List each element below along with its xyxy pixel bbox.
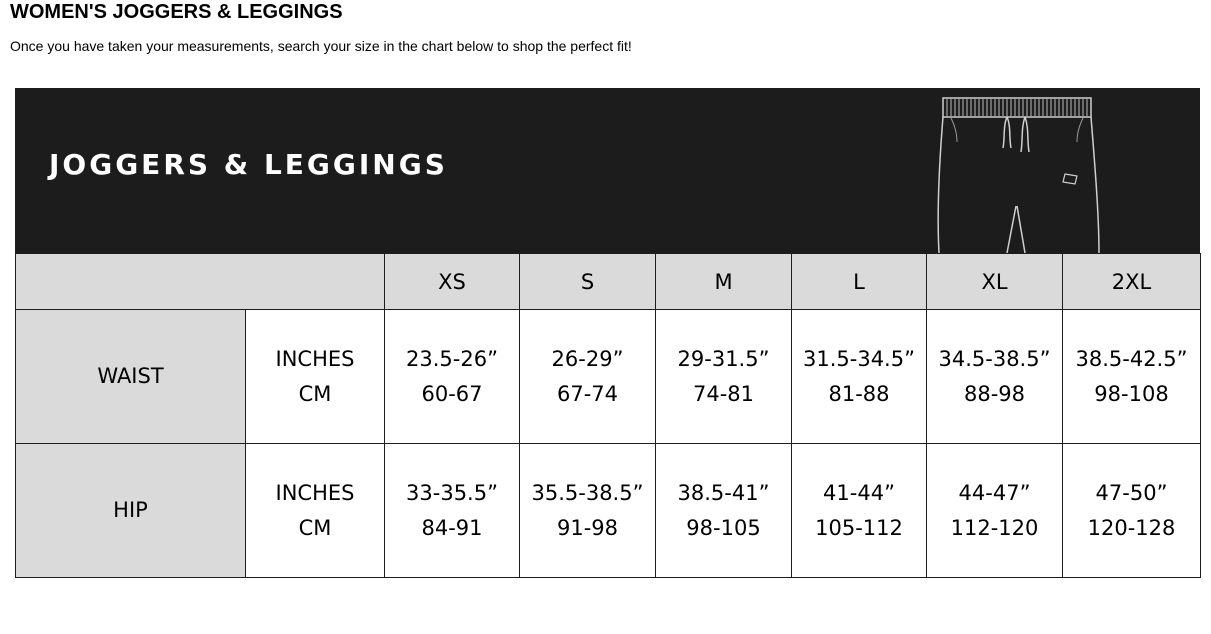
inches-value: 29-31.5”: [677, 346, 770, 371]
page-title: WOMEN'S JOGGERS & LEGGINGS: [10, 1, 343, 23]
waist-l-cell: [792, 310, 927, 444]
unit-inches-label: INCHES: [275, 346, 355, 371]
size-header-row: [16, 254, 1201, 310]
joggers-pants-icon: [933, 96, 1113, 253]
size-header-s: S: [520, 254, 656, 310]
size-header-xl: XL: [927, 254, 1063, 310]
inches-value: 47-50”: [1095, 480, 1168, 505]
cm-value: 98-108: [1094, 381, 1169, 406]
cm-value: 84-91: [421, 515, 483, 540]
inches-value: 26-29”: [551, 346, 624, 371]
cm-value: 60-67: [421, 381, 483, 406]
cm-value: 88-98: [963, 381, 1026, 406]
size-header-m: M: [656, 254, 792, 310]
hip-xl-cell: [927, 444, 1063, 578]
header-blank-cell: [16, 254, 385, 310]
hip-s-cell: [520, 444, 656, 578]
inches-value: 31.5-34.5”: [803, 346, 915, 371]
inches-value: 23.5-26”: [406, 346, 498, 371]
hip-l-cell: [792, 444, 927, 578]
unit-cm-label: CM: [298, 515, 332, 540]
cm-value: 74-81: [692, 381, 755, 406]
waist-label: WAIST: [16, 310, 246, 444]
inches-value: 35.5-38.5”: [531, 480, 644, 505]
inches-value: 33-35.5”: [406, 480, 498, 505]
cm-value: 112-120: [950, 515, 1039, 540]
waist-units: [246, 310, 385, 444]
banner-title: JOGGERS & LEGGINGS: [49, 148, 448, 181]
waist-row: [16, 310, 1201, 444]
size-header-xs: XS: [385, 254, 520, 310]
size-chart: [15, 88, 1200, 579]
hip-2xl-cell: [1063, 444, 1201, 578]
size-table: [15, 253, 1201, 578]
hip-m-cell: [656, 444, 792, 578]
cm-value: 120-128: [1087, 515, 1176, 540]
inches-value: 34.5-38.5”: [938, 346, 1051, 371]
cm-value: 81-88: [828, 381, 890, 406]
cm-value: 67-74: [556, 381, 619, 406]
waist-xl-cell: [927, 310, 1063, 444]
waist-s-cell: [520, 310, 656, 444]
size-header-2xl: 2XL: [1063, 254, 1201, 310]
waist-xs-cell: [385, 310, 520, 444]
chart-banner: [15, 88, 1200, 253]
inches-value: 44-47”: [958, 480, 1031, 505]
cm-value: 98-105: [686, 515, 761, 540]
hip-label: HIP: [16, 444, 246, 578]
waist-2xl-cell: [1063, 310, 1201, 444]
cm-value: 105-112: [815, 515, 903, 540]
inches-value: 41-44”: [823, 480, 895, 505]
size-header-l: L: [792, 254, 927, 310]
inches-value: 38.5-41”: [677, 480, 770, 505]
unit-inches-label: INCHES: [275, 480, 355, 505]
waist-m-cell: [656, 310, 792, 444]
inches-value: 38.5-42.5”: [1075, 346, 1188, 371]
hip-units: [246, 444, 385, 578]
unit-cm-label: CM: [298, 381, 332, 406]
cm-value: 91-98: [556, 515, 619, 540]
hip-row: [16, 444, 1201, 578]
hip-xs-cell: [385, 444, 520, 578]
page-subtitle: Once you have taken your measurements, search your size in the chart below to shop the perfect fit!: [10, 38, 632, 54]
